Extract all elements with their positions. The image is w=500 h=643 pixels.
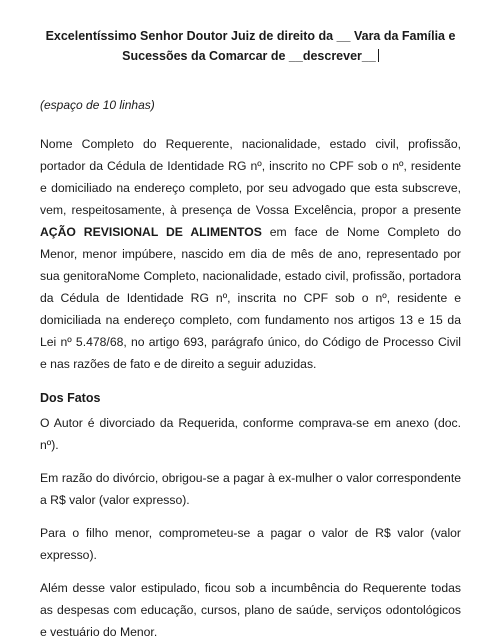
header-line-2-text: Sucessões da Comarcar de [122, 49, 289, 63]
petition-header [40, 26, 461, 66]
facts-paragraph-3: Para o filho menor, comprometeu-se a pagar o valor de R$ valor (valor expresso). [40, 526, 461, 562]
intro-paragraph [40, 133, 461, 375]
header-line-1-text-a: Excelentíssimo Senhor Doutor Juiz de direito da [45, 29, 337, 43]
section-title-facts: Dos Fatos [40, 391, 101, 405]
text-cursor [378, 49, 379, 62]
header-line-2 [40, 46, 461, 66]
spacing-note: (espaço de 10 linhas) [40, 98, 155, 112]
comarca-blank: __descrever__ [288, 49, 376, 63]
facts-paragraph-2: Em razão do divórcio, obrigou-se a pagar à ex-mulher o valor correspondente a R$ valor (valor expresso). [40, 471, 461, 507]
header-line-1 [40, 26, 461, 46]
intro-text-part-2: em face de Nome Completo do Menor, menor impúbere, nascido em dia de mês de ano, representado por sua genitoraNome Completo, nacionalidade, estado civil, profissão, portadora da Cédula de Identidade RG nº, inscrita no CPF sob o nº, residente e domiciliada na endereço completo, com fundamento nos artigos 13 e 15 da Lei nº 5.478/68, no artigo 693, parágrafo único, do Código de Processo Civil e nas razões de fato e de direito a seguir aduzidas. [40, 225, 461, 371]
action-title: AÇÃO REVISIONAL DE ALIMENTOS [40, 225, 262, 239]
header-line-1-text-b: Vara da Família e [350, 29, 456, 43]
intro-text-part-1: Nome Completo do Requerente, nacionalidade, estado civil, profissão, portador da Cédula de Identidade RG nº, inscrito no CPF sob o nº, residente e domiciliado na endereço completo, por seu advogado que esta subscreve, vem, respeitosamente, à presença de Vossa Excelência, propor a presente [40, 137, 461, 217]
facts-paragraph-4: Além desse valor estipulado, ficou sob a incumbência do Requerente todas as despesas com educação, cursos, plano de saúde, serviços odontológicos e vestuário do Menor. [40, 581, 461, 639]
facts-paragraph-1: O Autor é divorciado da Requerida, conforme comprava-se em anexo (doc. nº). [40, 416, 461, 452]
vara-number-blank: __ [336, 29, 351, 43]
